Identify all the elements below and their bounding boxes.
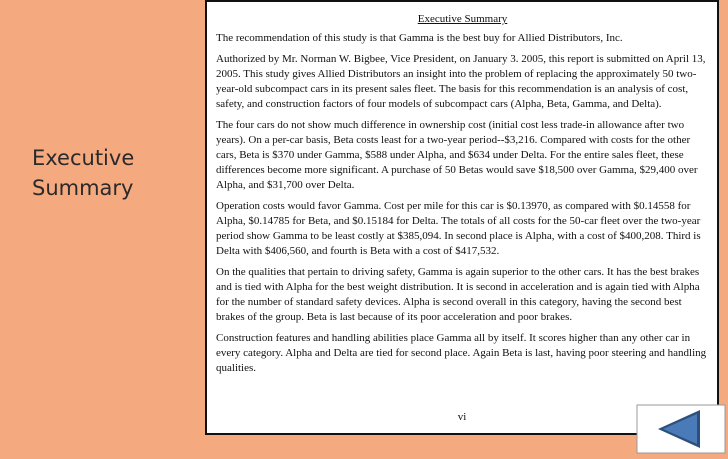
page-number: vi	[457, 411, 467, 423]
triangle-left-icon	[636, 404, 726, 454]
paragraph-construction: Construction features and handling abilities place Gamma all by itself. It scores higher than any other car in every category. Alpha and Delta are tied for second place. Again Beta is last, having poor steering and handling qualities.	[216, 332, 707, 374]
paragraph-ownership-cost: The four cars do not show much difference in ownership cost (initial cost less trade-in allowance after two years). On a per-car basis, Beta costs least for a two-year period--$3,216. Compared with costs for the other cars, Beta is $370 under Gamma, $588 under Alpha, and $634 under Delta. For the entire sales fleet, these differences become more significant. A purchase of 50 Betas would save $18,500 over Gamma, $29,400 over Alpha, and $31,700 over Delta.	[216, 119, 698, 191]
paragraph-authorization: Authorized by Mr. Norman W. Bigbee, Vice President, on January 3. 2005, this report is submitted on April 13, 2005. This study gives Allied Distributors an insight into the problem of replacing the approximately 50 two-year-old subcompact cars in its present sales fleet. The basis for this recommendation is an analysis of cost, safety, and construction factors of four models of subcompact cars (Alpha, Beta, Gamma, and Delta).	[216, 53, 706, 110]
slide-title: Executive Summary	[32, 146, 135, 200]
paragraph-safety: On the qualities that pertain to driving safety, Gamma is again superior to the other cars. It has the best brakes and is tied with Alpha for the best weight distribution. It is second in acceleration and is again tied with Alpha for the number of standard safety devices. Alpha is second overall in this category, having the second best brakes of the group. Beta is last because of its poor acceleration and poor brakes.	[216, 266, 700, 323]
paragraph-operation-cost: Operation costs would favor Gamma. Cost per mile for this car is $0.13970, as compared with $0.14558 for Alpha, $0.14785 for Beta, and $0.15184 for Delta. The totals of all costs for the 50-car fleet over the two-year period show Gamma to be least costly at $385,094. In second place is Alpha, with a cost of $400,208. Third is Delta with $406,560, and fourth is Beta with a cost of $417,532.	[216, 200, 701, 257]
back-button[interactable]	[636, 404, 726, 454]
document-heading: Executive Summary	[417, 13, 508, 25]
paragraph-recommendation: The recommendation of this study is that Gamma is the best buy for Allied Distributors, Inc.	[216, 32, 623, 44]
document-page	[205, 0, 719, 435]
